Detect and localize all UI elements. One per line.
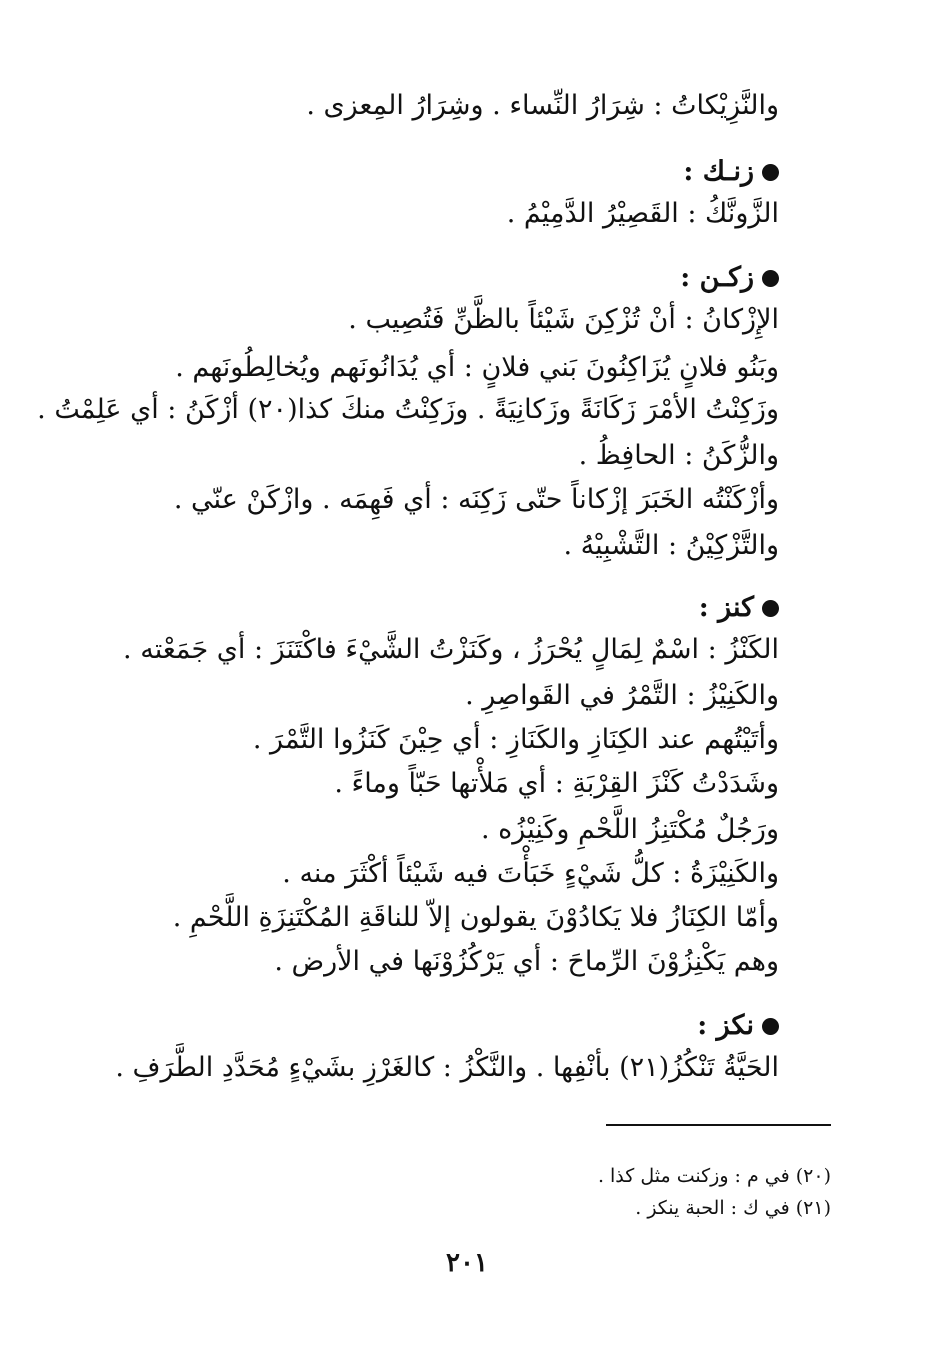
bullet-icon — [762, 600, 779, 617]
text-line: وشَدَدْتُ كَنْزَ القِرْبَةِ : أي مَلأْتها حَبّاً وماءً . — [334, 768, 779, 799]
text-line: والتَّزْكِيْنُ : التَّشْبِيْهُ . — [563, 530, 779, 561]
entry-heading — [699, 588, 779, 628]
bullet-icon — [762, 270, 779, 287]
footnote-divider — [606, 1124, 831, 1126]
text-line: وهم يَكْنِزُوْنَ الرِّماحَ : أي يَرْكُزُوْنَها في الأرض . — [274, 946, 779, 977]
bullet-icon — [762, 164, 779, 181]
text-line: وزَكِنْتُ الأمْرَ زَكَانَةً وزَكانِيَةً . وزَكِنْتُ منكَ كذا(٢٠) أزْكَنُ : أي عَلِمْتُ . — [37, 394, 779, 425]
text-line: والكَنِيْزُ : التَّمْرُ في القَواصِرِ . — [465, 680, 779, 711]
entry-heading — [683, 152, 779, 192]
entry-heading-label: زكـن : — [680, 262, 754, 293]
text-line: والنَّزِيْكاتُ : شِرَارُ النِّساء . وشِرَارُ المِعزى . — [306, 90, 779, 121]
text-line: الكَنْزُ : اسْمٌ لِمَالٍ يُحْرَزُ ، وكَنَزْتُ الشَّيْءَ فاكْتَنَزَ : أي جَمَعْته . — [123, 634, 779, 665]
text-line: والكَنِيْزَةُ : كلُّ شَيْءٍ خَبَأْتَ فيه شَيْئاً أكْثَرَ منه . — [282, 858, 779, 889]
entry-heading — [680, 258, 779, 298]
entry-heading — [697, 1006, 779, 1046]
entry-heading-label: نكز : — [697, 1010, 754, 1041]
text-line: الإِزْكانُ : أنْ تُزْكِنَ شَيْئاً بالظَّنِّ فَتُصِيب . — [348, 304, 779, 335]
page-number: ٢٠١ — [446, 1248, 488, 1278]
text-line: الزَّونَّكُ : القَصِيْرُ الدَّمِيْمُ . — [506, 198, 779, 229]
text-line: وأمّا الكِنَازُ فلا يَكادُوْنَ يقولون إلاّ للناقَةِ المُكْتَنِزَةِ اللَّحْمِ . — [172, 902, 779, 933]
footnote: (٢١) في ك : الحبة ينكز . — [635, 1197, 831, 1219]
text-line: والزُّكَنُ : الحافِظُ . — [578, 440, 779, 471]
bullet-icon — [762, 1018, 779, 1035]
text-line: ورَجُلٌ مُكْتَنِزُ اللَّحْمِ وكَنِيْزُه . — [481, 814, 779, 845]
entry-heading-label: زنـك : — [683, 156, 754, 187]
entry-heading-label: كنز : — [698, 592, 754, 623]
text-line: وأتَيْتُهم عند الكِنَازِ والكَنَازِ : أي حِيْنَ كَنَزُوا التَّمْرَ . — [252, 724, 779, 755]
text-line: وأزْكَنْتُه الخَبَرَ إزْكاناً حتّى زَكِنَه : أي فَهِمَه . وازْكَنْ عنّي . — [173, 484, 779, 515]
text-line: الحَيَّةُ تَنْكُزُ(٢١) بأنْفِها . والنَّكْزُ : كالغَرْزِ بشَيْءٍ مُحَدَّدِ الطَّرَفِ . — [115, 1052, 779, 1083]
footnote: (٢٠) في م : وزكنت مثل كذا . — [597, 1165, 831, 1187]
text-line: وبَنُو فلانٍ يُزَاكِنُونَ بَني فلانٍ : أي يُدَانُونَهم ويُخالِطُونَهم . — [175, 352, 779, 383]
